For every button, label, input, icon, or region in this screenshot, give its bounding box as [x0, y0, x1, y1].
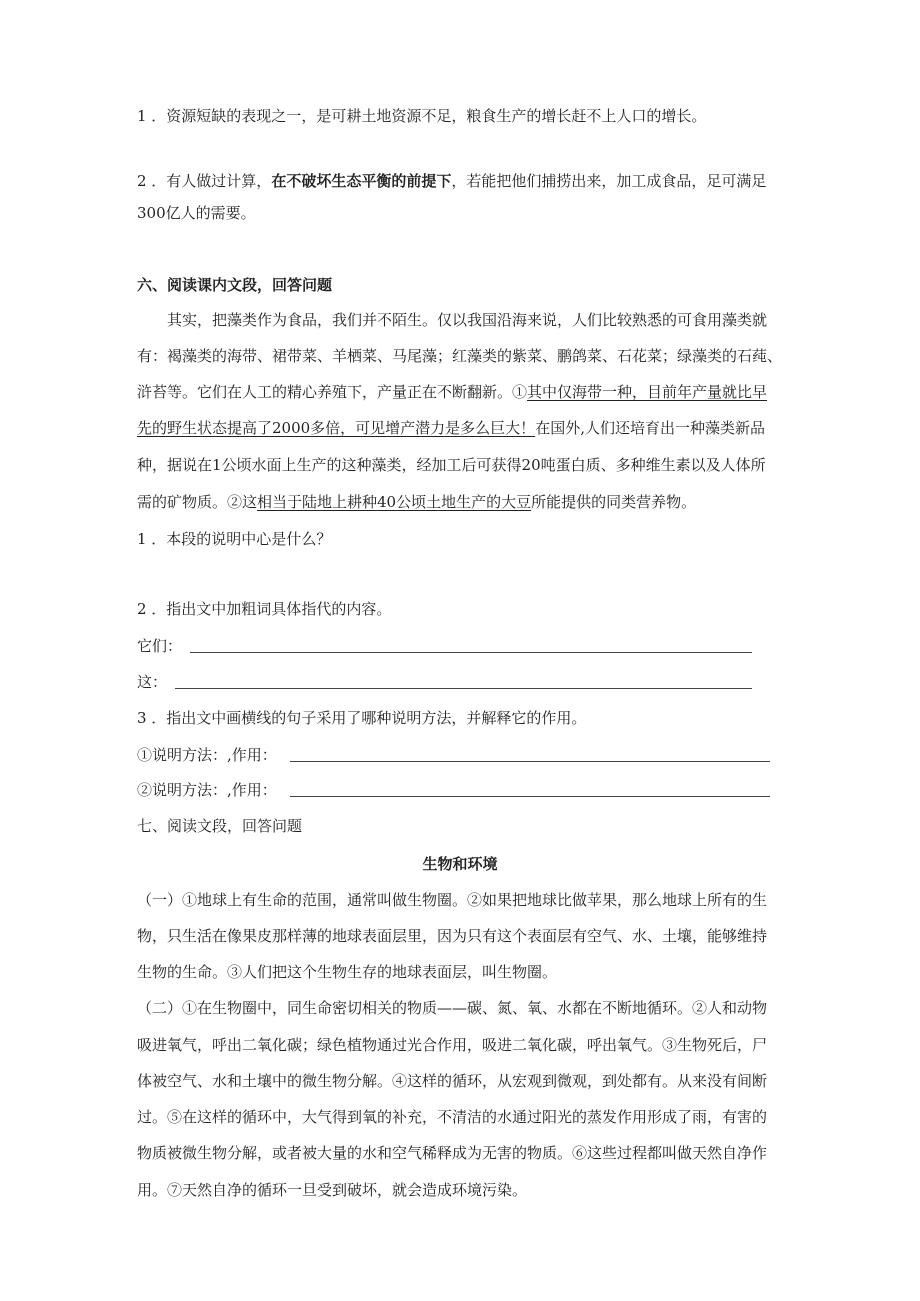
answer-label-them: 它们：: [137, 637, 183, 655]
s6-question-2: 2 ．指出文中加粗词具体指代的内容。: [137, 600, 392, 618]
passage-line: 体被空气、水和土壤中的微生物分解。④这样的循环，从宏观到微观，到处都有。从来没有间断: [137, 1072, 768, 1090]
answer-label-this: 这：: [137, 673, 168, 691]
passage-line: [137, 418, 765, 438]
answer-blank-method-1[interactable]: [290, 761, 770, 762]
underlined-sentence: 相当于陆地上耕种40公顷土地生产的大豆: [257, 493, 532, 511]
text: 在国外,人们还培育出一种藻类新品: [535, 419, 765, 437]
s6-question-1: 1 ．本段的说明中心是什么？: [137, 530, 332, 548]
passage-title: 生物和环境: [422, 855, 498, 873]
text: 需的矿物质。②这: [137, 493, 258, 511]
s6-question-3: 3 ．指出文中画横线的句子采用了哪种说明方法，并解释它的作用。: [137, 709, 587, 727]
text: 浒苔等。它们在人工的精心养殖下，产量正在不断翻新。①: [137, 383, 528, 401]
underlined-sentence: 其中仅海带一种，目前年产量就比早: [527, 383, 768, 401]
s5-question-2-cont: 300亿人的需要。: [137, 204, 256, 222]
answer-label-method-2: ②说明方法：,作用：: [137, 781, 277, 799]
s5-question-1: 1 ．资源短缺的表现之一，是可耕土地资源不足，粮食生产的增长赶不上人口的增长。: [137, 107, 707, 125]
answer-label-method-1: ①说明方法：,作用：: [137, 746, 277, 764]
bold-text: 在不破坏生态平衡的前提下: [271, 172, 452, 190]
passage-line: 吸进氧气，呼出二氧化碳；绿色植物通过光合作用，吸进二氧化碳，呼出氧气。③生物死后，尸: [137, 1036, 768, 1054]
passage-line: 有：褐藻类的海带、裙带菜、羊栖菜、马尾藻；红藻类的紫菜、鹏鸽菜、石花菜；绿藻类的石莼、: [137, 347, 783, 365]
section7-heading: 七、阅读文段，回答问题: [137, 817, 303, 835]
text: 所能提供的同类营养物。: [531, 493, 697, 511]
passage-line: 种，据说在1公顷水面上生产的这种藻类，经加工后可获得20吨蛋白质、多种维生素以及人体所: [137, 456, 766, 474]
answer-blank-method-2[interactable]: [290, 796, 770, 797]
section6-heading: 六、阅读课内文段，回答问题: [137, 276, 333, 294]
passage-line: 物，只生活在像果皮那样薄的地球表面层里，因为只有这个表面层有空气、水、土壤，能够维持: [137, 927, 768, 945]
passage-line: （二）①在生物圈中，同生命密切相关的物质——碳、氮、氧、水都在不断地循环。②人和动物: [137, 999, 768, 1017]
passage-line: 生物的生命。③人们把这个生物生存的地球表面层，叫生物圈。: [137, 963, 558, 981]
answer-blank-them[interactable]: [190, 652, 752, 653]
text: 2 ．有人做过计算，: [137, 172, 272, 190]
passage-line: 过。⑤在这样的循环中，大气得到氧的补充，不清洁的水通过阳光的蒸发作用形成了雨，有害的: [137, 1108, 768, 1126]
passage-line: （一）①地球上有生命的范围，通常叫做生物圈。②如果把地球比做苹果，那么地球上所有的生: [137, 891, 768, 909]
underlined-sentence: 先的野生状态提高了2000多倍，可见增产潜力是多么巨大！: [137, 419, 536, 437]
passage-line: [137, 382, 767, 402]
passage-line: [137, 492, 696, 512]
passage-line: 其实，把藻类作为食品，我们并不陌生。仅以我国沿海来说，人们比较熟悉的可食用藻类就: [167, 311, 768, 329]
passage-line: 物质被微生物分解，或者被大量的水和空气稀释成为无害的物质。⑥这些过程都叫做天然自净作: [137, 1144, 768, 1162]
passage-line: 用。⑦天然自净的循环一旦受到破坏，就会造成环境污染。: [137, 1181, 528, 1199]
s5-question-2: [137, 171, 766, 191]
answer-blank-this[interactable]: [175, 688, 752, 689]
text: ，若能把他们捕捞出来，加工成食品，足可满足: [451, 172, 767, 190]
